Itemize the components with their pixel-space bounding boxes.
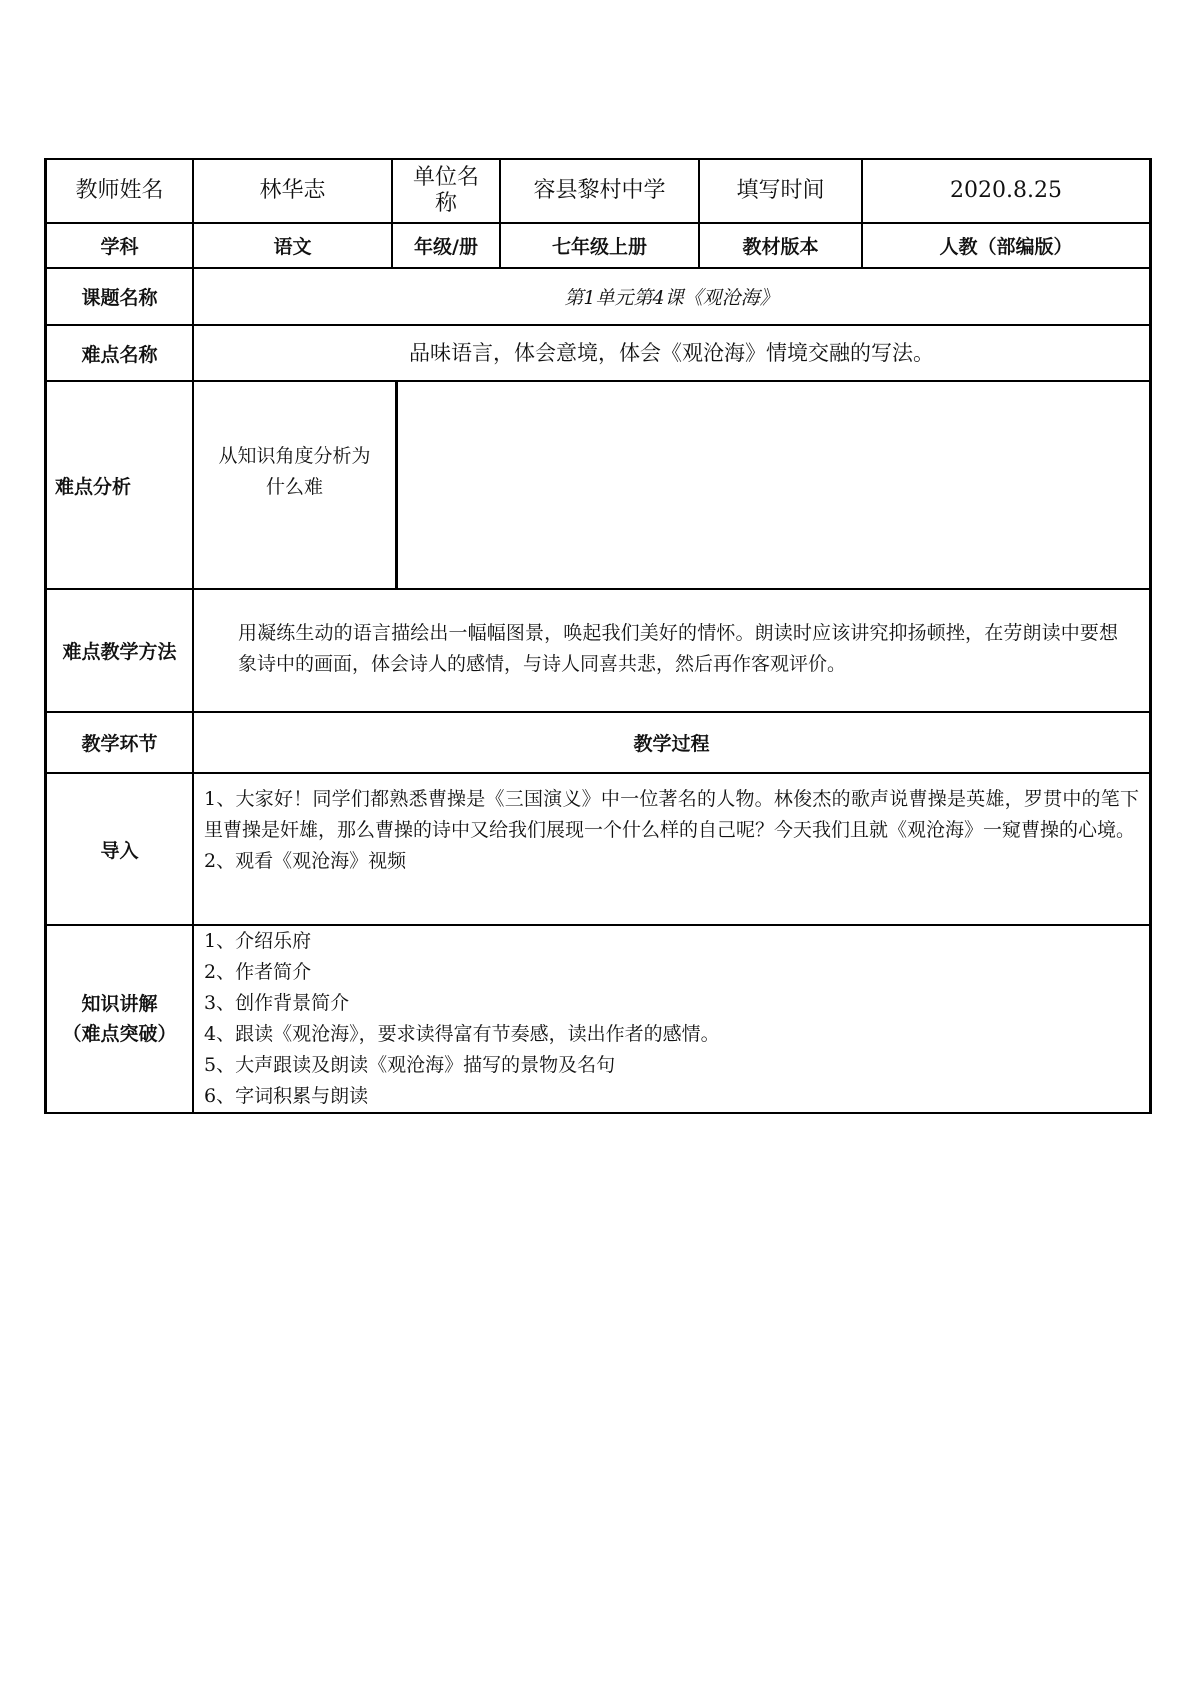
fill-date-label: 填写时间 [736, 178, 825, 203]
process-label: 教学过程 [633, 733, 710, 755]
grade-value: 七年级上册 [551, 236, 647, 258]
knowledge-label: 知识讲解 （难点突破） [62, 993, 177, 1045]
unit-name-value: 容县黎村中学 [533, 178, 666, 203]
intro-content [204, 784, 1139, 877]
list-item: 5、大声跟读及朗读《观沧海》描写的景物及名句 [204, 1054, 616, 1076]
analysis-value [398, 382, 1149, 588]
subject-label: 学科 [100, 236, 139, 258]
teacher-name-value: 林华志 [259, 178, 326, 203]
teacher-name-label: 教师姓名 [75, 178, 164, 203]
grade-label: 年级/册 [414, 236, 478, 258]
lesson-title-label: 课题名称 [81, 287, 158, 309]
list-item: 4、跟读《观沧海》，要求读得富有节奏感，读出作者的感情。 [204, 1023, 720, 1045]
list-item: 3、创作背景简介 [204, 992, 350, 1014]
analysis-sublabel: 从知识角度分析为 什么难 [218, 445, 371, 498]
intro-item: 2、观看《观沧海》视频 [204, 850, 407, 872]
list-item: 1、介绍乐府 [204, 930, 312, 952]
edition-value: 人教（部编版） [939, 236, 1073, 258]
subject-value: 语文 [273, 236, 312, 258]
lesson-title-value: 第1单元第4课《观沧海》 [564, 287, 779, 309]
fill-date-value: 2020.8.25 [950, 178, 1062, 203]
difficulty-label: 难点名称 [81, 343, 158, 366]
intro-item: 1、大家好！同学们都熟悉曹操是《三国演义》中一位著名的人物。林俊杰的歌声说曹操是英雄，罗贯中的笔下里曹操是奸雄，那么曹操的诗中又给我们展现一个什么样的自己呢？今天我们且就《观沧海》一窥曹操的心境。 [204, 788, 1139, 841]
list-item: 2、作者简介 [204, 961, 312, 983]
difficulty-value: 品味语言，体会意境，体会《观沧海》情境交融的写法。 [409, 341, 934, 365]
method-value: 用凝练生动的语言描绘出一幅幅图景，唤起我们美好的情怀。朗读时应该讲究抑扬顿挫，在劳朗读中要想象诗中的画面，体会诗人的感情，与诗人同喜共悲，然后再作客观评价。 [238, 622, 1118, 675]
stage-label: 教学环节 [81, 733, 158, 755]
knowledge-list [204, 926, 1139, 1112]
intro-label: 导入 [100, 839, 139, 862]
unit-name-label: 单位名 称 [412, 165, 479, 216]
list-item: 6、字词积累与朗读 [204, 1085, 369, 1107]
method-label: 难点教学方法 [62, 641, 177, 663]
edition-label: 教材版本 [742, 236, 819, 258]
lesson-plan-table [44, 158, 1152, 1114]
analysis-label: 难点分析 [55, 475, 132, 498]
